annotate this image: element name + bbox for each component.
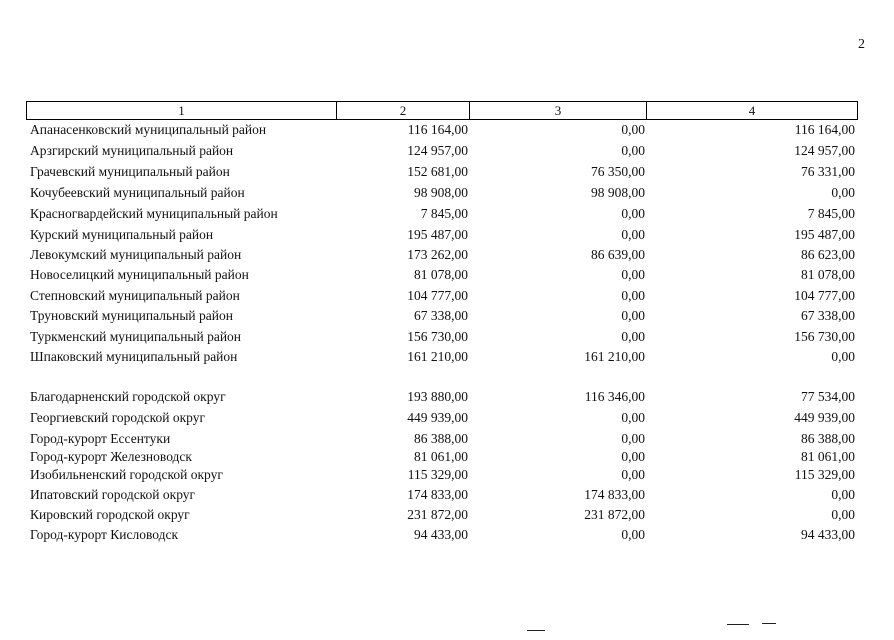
- scan-mark: [762, 623, 776, 624]
- scan-mark: [527, 630, 545, 631]
- table-row: [0, 184, 894, 202]
- row-value-col2: 231 872,00: [407, 507, 468, 522]
- scan-mark: [727, 624, 749, 625]
- row-value-col3: 0,00: [621, 227, 645, 242]
- row-name: Город-курорт Железноводск: [30, 449, 192, 464]
- row-value-col3: 0,00: [621, 410, 645, 425]
- row-value-col2: 7 845,00: [420, 206, 468, 221]
- row-value-col4: 0,00: [831, 185, 855, 200]
- row-name: Арзгирский муниципальный район: [30, 143, 234, 158]
- table-row: [0, 142, 894, 160]
- row-value-col4: 195 487,00: [794, 227, 855, 242]
- row-value-col4: 0,00: [831, 349, 855, 364]
- row-value-col4: 86 623,00: [801, 247, 855, 262]
- row-value-col3: 0,00: [621, 431, 645, 446]
- page-number: 2: [858, 37, 865, 52]
- row-value-col4: 449 939,00: [794, 410, 855, 425]
- row-value-col2: 195 487,00: [407, 227, 468, 242]
- table-row: [0, 526, 894, 544]
- row-name: Левокумский муниципальный район: [30, 247, 242, 262]
- row-value-col2: 98 908,00: [414, 185, 468, 200]
- table-row: [0, 266, 894, 284]
- column-header-4: 4: [647, 102, 858, 120]
- row-value-col2: 161 210,00: [407, 349, 468, 364]
- row-value-col3: 231 872,00: [584, 507, 645, 522]
- column-header-1: 1: [27, 102, 337, 120]
- table-row: [0, 388, 894, 406]
- row-value-col2: 67 338,00: [414, 308, 468, 323]
- row-value-col4: 0,00: [831, 507, 855, 522]
- row-value-col3: 0,00: [621, 206, 645, 221]
- table-row: [0, 307, 894, 325]
- row-value-col2: 94 433,00: [414, 527, 468, 542]
- table-row: [0, 409, 894, 427]
- row-value-col2: 86 388,00: [414, 431, 468, 446]
- table-row: [0, 121, 894, 139]
- row-value-col3: 0,00: [621, 122, 645, 137]
- table-row: [0, 163, 894, 181]
- row-value-col4: 156 730,00: [794, 329, 855, 344]
- row-value-col2: 152 681,00: [407, 164, 468, 179]
- row-name: Степновский муниципальный район: [30, 288, 240, 303]
- row-value-col4: 124 957,00: [794, 143, 855, 158]
- row-value-col2: 81 078,00: [414, 267, 468, 282]
- table-row: [0, 287, 894, 305]
- table-row: [0, 448, 894, 466]
- table-row: [0, 466, 894, 484]
- row-name: Благодарненский городской округ: [30, 389, 226, 404]
- row-name: Труновский муниципальный район: [30, 308, 233, 323]
- row-value-col2: 116 164,00: [407, 122, 468, 137]
- row-value-col3: 86 639,00: [591, 247, 645, 262]
- row-value-col3: 0,00: [621, 308, 645, 323]
- row-name: Изобильненский городской округ: [30, 467, 223, 482]
- table-row: [0, 506, 894, 524]
- row-value-col3: 0,00: [621, 288, 645, 303]
- table-row: [0, 205, 894, 223]
- row-value-col3: 116 346,00: [584, 389, 645, 404]
- table-row: [0, 226, 894, 244]
- row-value-col2: 193 880,00: [407, 389, 468, 404]
- table-row: [0, 486, 894, 504]
- row-value-col2: 81 061,00: [414, 449, 468, 464]
- row-value-col4: 7 845,00: [807, 206, 855, 221]
- row-value-col4: 0,00: [831, 487, 855, 502]
- row-value-col3: 76 350,00: [591, 164, 645, 179]
- row-value-col4: 94 433,00: [801, 527, 855, 542]
- row-name: Шпаковский муниципальный район: [30, 349, 238, 364]
- table-row: [0, 430, 894, 448]
- row-name: Красногвардейский муниципальный район: [30, 206, 278, 221]
- row-name: Город-курорт Кисловодск: [30, 527, 179, 542]
- row-value-col2: 174 833,00: [407, 487, 468, 502]
- row-name: Новоселицкий муниципальный район: [30, 267, 249, 282]
- row-value-col4: 76 331,00: [801, 164, 855, 179]
- row-name: Апанасенковский муниципальный район: [30, 122, 267, 137]
- row-name: Ипатовский городской округ: [30, 487, 196, 502]
- row-value-col3: 0,00: [621, 467, 645, 482]
- row-name: Курский муниципальный район: [30, 227, 214, 242]
- row-name: Грачевский муниципальный район: [30, 164, 230, 179]
- row-value-col2: 124 957,00: [407, 143, 468, 158]
- row-value-col3: 0,00: [621, 267, 645, 282]
- row-value-col4: 115 329,00: [794, 467, 855, 482]
- row-value-col3: 174 833,00: [584, 487, 645, 502]
- table-row: [0, 328, 894, 346]
- row-value-col4: 67 338,00: [801, 308, 855, 323]
- row-name: Город-курорт Ессентуки: [30, 431, 171, 446]
- row-value-col2: 156 730,00: [407, 329, 468, 344]
- row-value-col2: 104 777,00: [407, 288, 468, 303]
- row-value-col4: 86 388,00: [801, 431, 855, 446]
- column-header-3: 3: [470, 102, 647, 120]
- row-value-col2: 115 329,00: [407, 467, 468, 482]
- row-value-col3: 0,00: [621, 449, 645, 464]
- column-header-table: [26, 101, 858, 120]
- row-value-col4: 104 777,00: [794, 288, 855, 303]
- column-header-row: [27, 102, 858, 120]
- row-value-col3: 0,00: [621, 143, 645, 158]
- column-header-2: 2: [337, 102, 470, 120]
- row-value-col4: 77 534,00: [801, 389, 855, 404]
- row-name: Туркменский муниципальный район: [30, 329, 242, 344]
- row-value-col4: 81 061,00: [801, 449, 855, 464]
- row-name: Георгиевский городской округ: [30, 410, 206, 425]
- row-value-col3: 0,00: [621, 527, 645, 542]
- table-row: [0, 348, 894, 366]
- row-value-col3: 161 210,00: [584, 349, 645, 364]
- table-row: [0, 246, 894, 264]
- row-value-col2: 173 262,00: [407, 247, 468, 262]
- row-value-col3: 98 908,00: [591, 185, 645, 200]
- row-value-col3: 0,00: [621, 329, 645, 344]
- row-value-col4: 116 164,00: [794, 122, 855, 137]
- row-name: Кировский городской округ: [30, 507, 190, 522]
- row-value-col2: 449 939,00: [407, 410, 468, 425]
- row-name: Кочубеевский муниципальный район: [30, 185, 245, 200]
- row-value-col4: 81 078,00: [801, 267, 855, 282]
